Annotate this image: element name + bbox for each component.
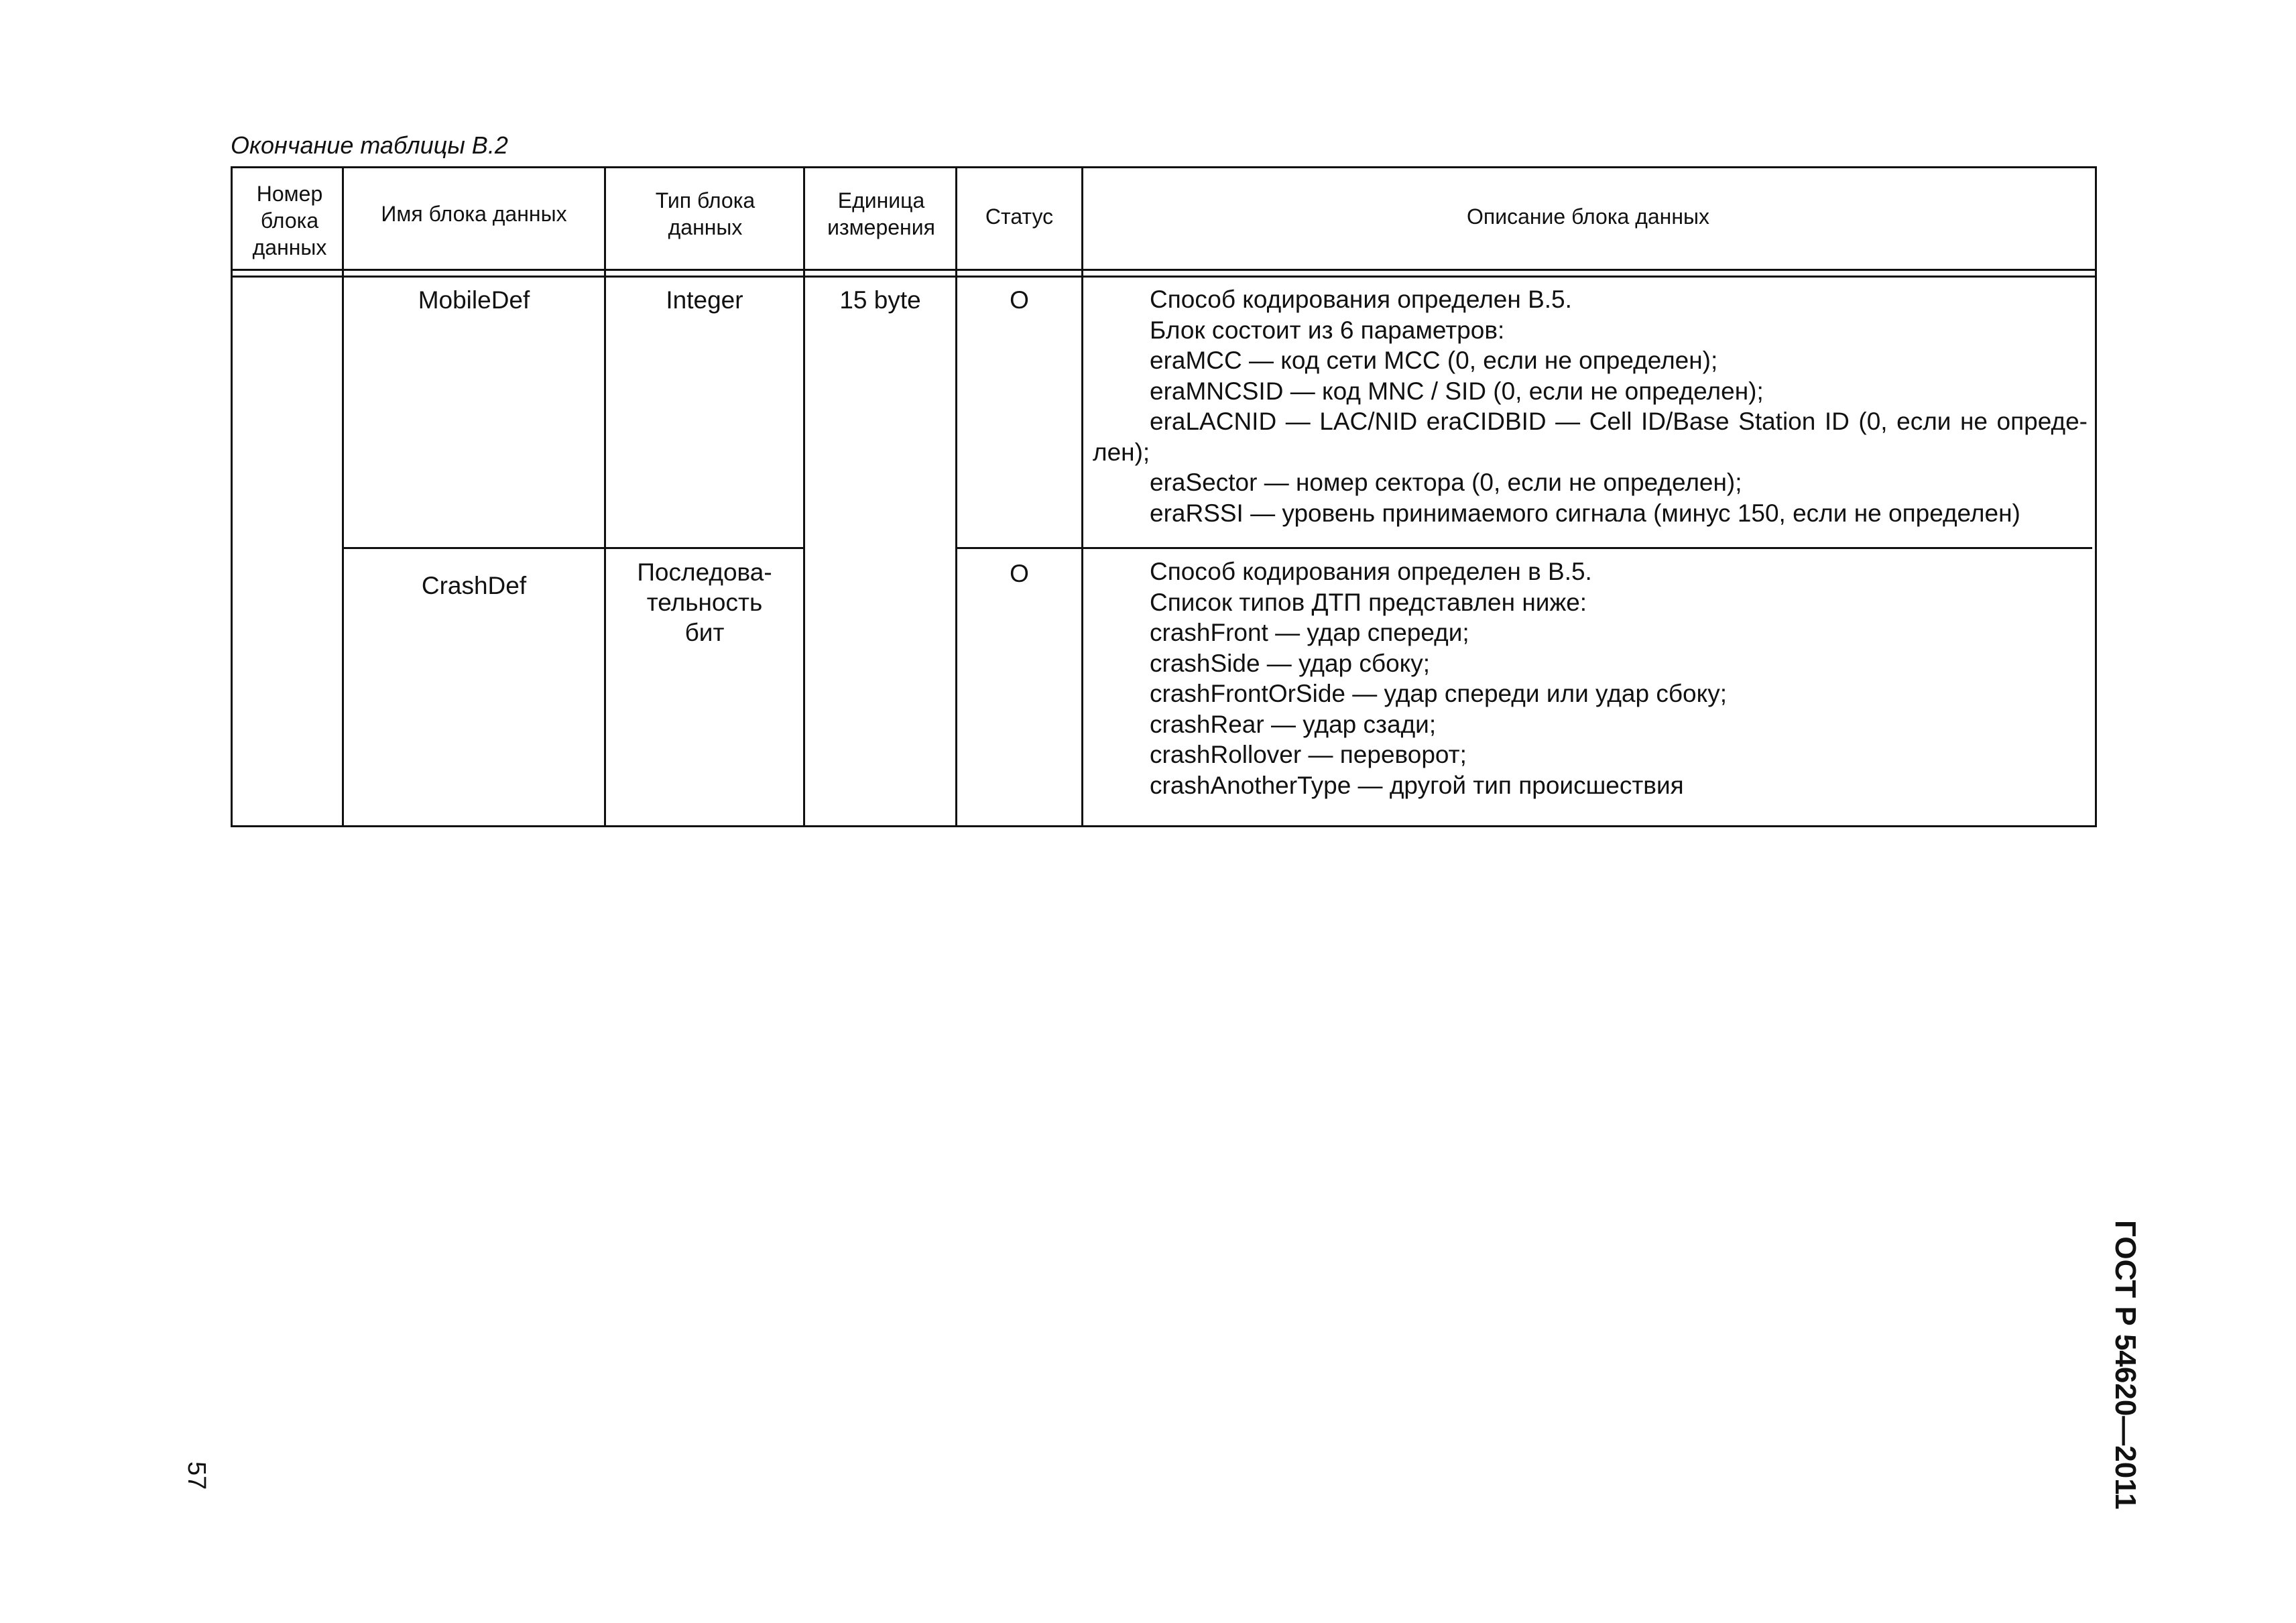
row2-type: Последова-тельность бит [637, 558, 772, 646]
row-divider [1081, 547, 2092, 549]
row2-status: O [1010, 560, 1029, 587]
description-line: eraLACNID — LAC/NID eraCIDBID — Cell ID/Base Station ID (0, если не опреде-лен); [1093, 408, 2088, 466]
row1-status: O [1010, 286, 1029, 314]
description-line: crashAnotherType — другой тип происшествия [1150, 771, 1684, 799]
column-divider [955, 168, 957, 827]
description-line: crashSide — удар сбоку; [1150, 649, 1431, 677]
description-line: eraMNCSID — код MNC / SID (0, если не определен); [1150, 377, 1764, 405]
header-name: Имя блока данных [381, 202, 567, 226]
row1-name: MobileDef [418, 286, 530, 314]
row-divider [342, 547, 604, 549]
column-divider [1081, 168, 1083, 827]
header-status: Статус [985, 204, 1054, 229]
row2-description [1093, 556, 2088, 800]
description-line: eraSector — номер сектора (0, если не определен); [1150, 469, 1742, 496]
description-line: eraMCC — код сети MCC (0, если не определен); [1150, 347, 1718, 374]
description-line: Способ кодирования определен В.5. [1150, 286, 1572, 313]
row1-unit: 15 byte [839, 286, 921, 314]
description-line: Блок состоит из 6 параметров: [1150, 316, 1505, 344]
column-divider [342, 168, 344, 827]
header-divider [233, 276, 2095, 278]
description-line: Способ кодирования определен в В.5. [1150, 558, 1592, 585]
page-number: 57 [182, 1461, 210, 1490]
description-line: eraRSSI — уровень принимаемого сигнала (минус 150, если не определен) [1150, 499, 2020, 527]
standard-designation: ГОСТ Р 54620—2011 [2109, 1220, 2142, 1510]
row1-description [1093, 284, 2088, 528]
row1-type: Integer [666, 286, 743, 314]
header-divider [233, 269, 2095, 271]
table-caption: Окончание таблицы В.2 [231, 131, 508, 159]
header-unit: Единица измерения [827, 188, 935, 239]
row-divider [604, 547, 803, 549]
description-line: crashFrontOrSide — удар спереди или удар сбоку; [1150, 680, 1727, 707]
column-divider [604, 168, 606, 827]
column-divider [803, 168, 805, 827]
description-line: Список типов ДТП представлен ниже: [1150, 588, 1587, 616]
description-line: crashRollover — переворот; [1150, 741, 1467, 768]
row-divider [955, 547, 1081, 549]
description-line: crashFront — удар спереди; [1150, 619, 1469, 646]
header-type: Тип блока данных [655, 188, 756, 239]
description-line: crashRear — удар сзади; [1150, 710, 1437, 738]
header-description: Описание блока данных [1466, 204, 1710, 229]
header-number: Номер блока данных [252, 182, 327, 259]
row2-name: CrashDef [421, 572, 527, 599]
